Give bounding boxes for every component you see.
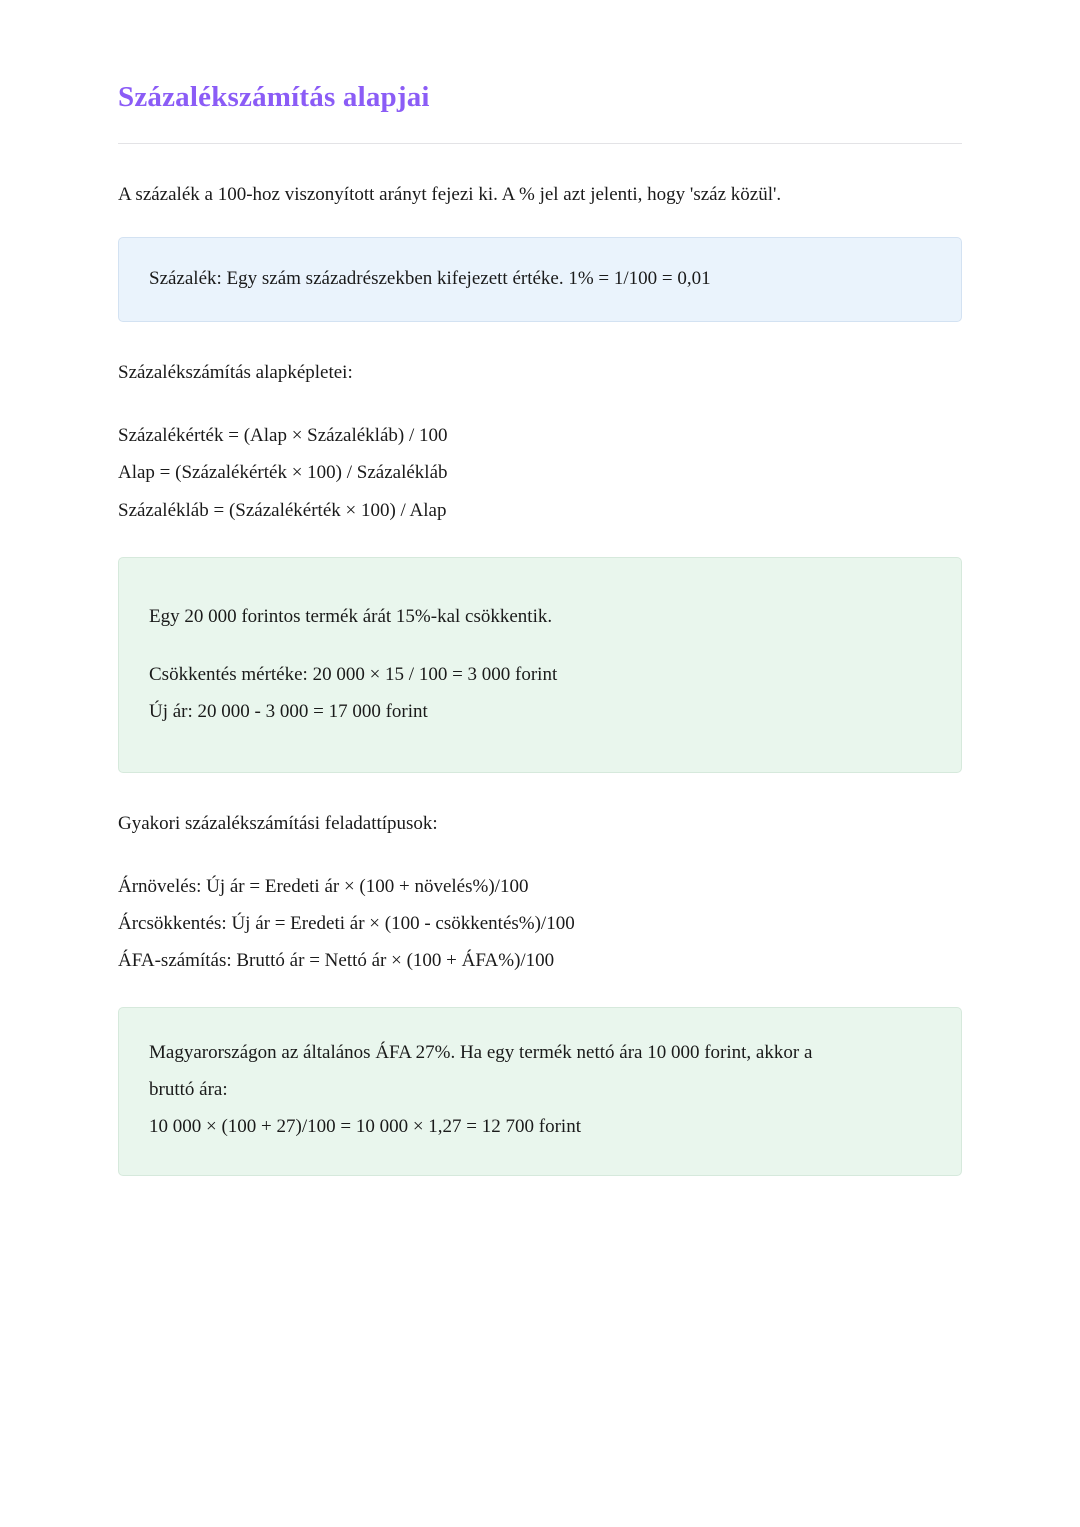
page-title: Százalékszámítás alapjai <box>118 81 430 113</box>
formula-list <box>118 417 962 528</box>
example-callout <box>118 557 962 773</box>
tasktypes-heading: Gyakori százalékszámítási feladattípusok: <box>118 812 438 834</box>
example-result: Új ár: 20 000 - 3 000 = 17 000 forint <box>149 701 428 723</box>
vat-callout <box>118 1007 962 1175</box>
tasktype-list <box>118 868 962 979</box>
vat-calculation: 10 000 × (100 + 27)/100 = 10 000 × 1,27 = 12 700 forint <box>149 1115 581 1137</box>
title-divider <box>118 143 962 144</box>
tasktype-item: ÁFA-számítás: Bruttó ár = Nettó ár × (100 + ÁFA%)/100 <box>118 950 555 972</box>
tasktype-item: Árcsökkentés: Új ár = Eredeti ár × (100 - csökkentés%)/100 <box>118 913 575 935</box>
definition-text: Százalék: Egy szám századrészekben kifejezett értéke. 1% = 1/100 = 0,01 <box>149 268 711 290</box>
vat-text-line-2: bruttó ára: <box>149 1079 228 1101</box>
formula-item: Százalékérték = (Alap × Százalékláb) / 100 <box>118 425 448 447</box>
vat-text-line-1: Magyarországon az általános ÁFA 27%. Ha egy termék nettó ára 10 000 forint, akkor a <box>149 1042 813 1064</box>
formula-item: Alap = (Százalékérték × 100) / Százalékláb <box>118 462 448 484</box>
example-intro: Egy 20 000 forintos termék árát 15%-kal csökkentik. <box>149 605 553 627</box>
tasktype-item: Árnövelés: Új ár = Eredeti ár × (100 + növelés%)/100 <box>118 876 529 898</box>
example-calculation: Csökkentés mértéke: 20 000 × 15 / 100 = 3 000 forint <box>149 664 558 686</box>
formulas-heading: Százalékszámítás alapképletei: <box>118 362 353 383</box>
intro-paragraph: A százalék a 100-hoz viszonyított arányt fejezi ki. A % jel azt jelenti, hogy 'száz közül'. <box>118 183 782 205</box>
formula-item: Százalékláb = (Százalékérték × 100) / Alap <box>118 499 447 521</box>
definition-callout <box>118 237 962 322</box>
